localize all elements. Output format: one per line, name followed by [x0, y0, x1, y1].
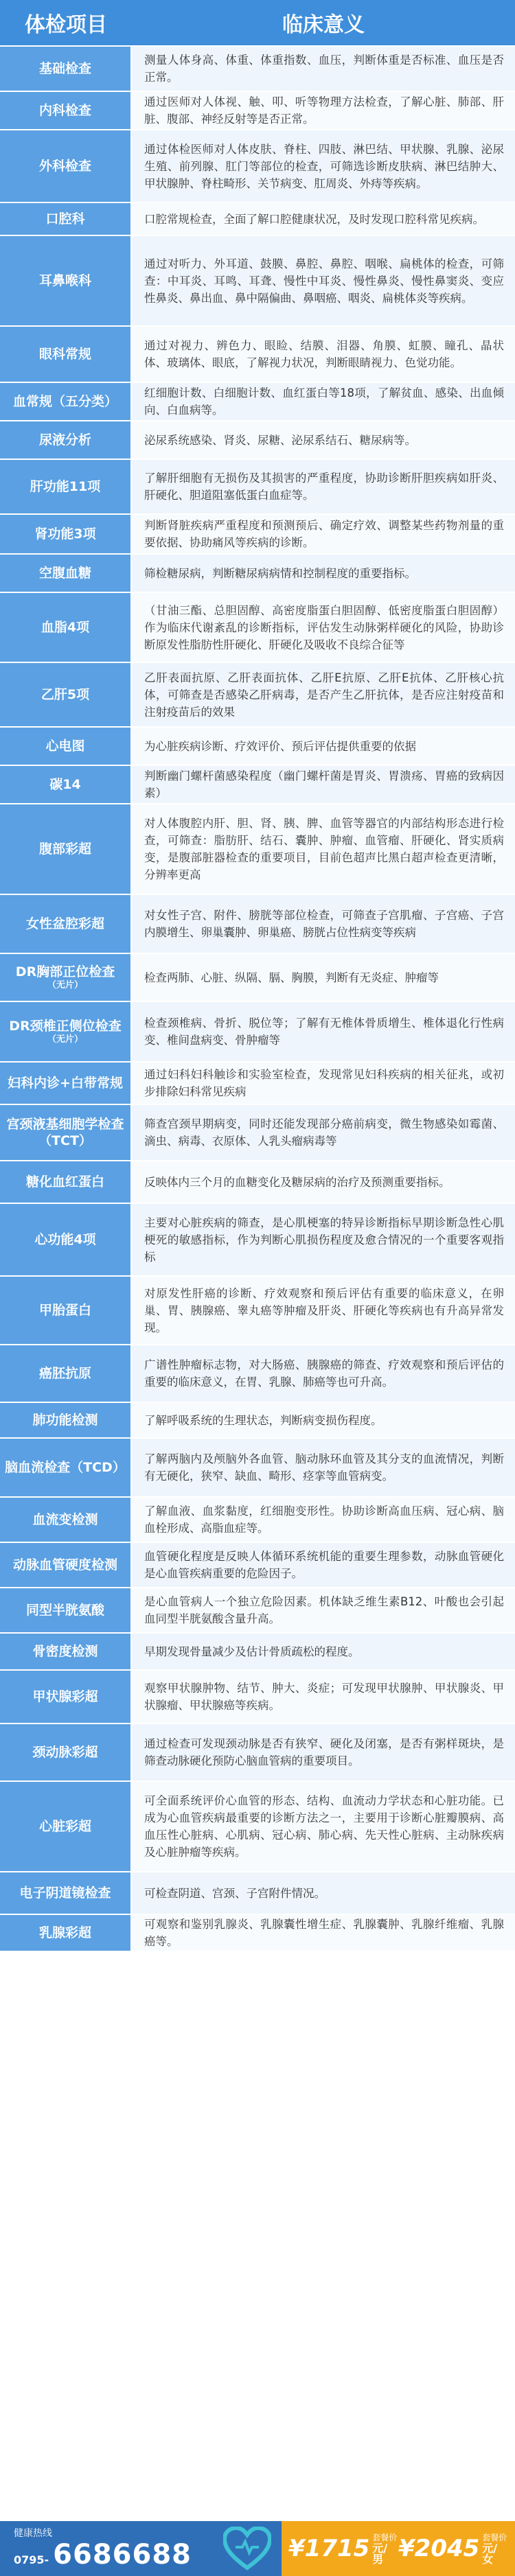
price-female-value: ¥2045	[398, 2535, 480, 2562]
table-row	[0, 1634, 515, 1671]
table-row	[0, 1105, 515, 1161]
table-row	[0, 1671, 515, 1724]
exam-item-meaning: 血管硬化程度是反映人体循环系统机能的重要生理参数，动脉血管硬化是心血管疾病重要的危险因子。	[132, 1543, 515, 1587]
exam-item-name-text: 肾功能3项	[34, 526, 96, 542]
exam-item-name-text: 甲胎蛋白	[38, 1303, 91, 1318]
exam-item-meaning: 可全面系统评价心血管的形态、结构、血流动力学状态和心脏功能。已成为心血管疾病最重要的诊断方法之一，主要用于诊断心脏瓣膜病、高血压性心脏病、心肌病、冠心病、肺心病、先天性心脏病、主动脉疾病及心脏肿瘤等疾病。	[132, 1782, 515, 1871]
table-row	[0, 766, 515, 804]
exam-item-meaning: 了解血液、血浆黏度，红细胞变形性。协助诊断高血压病、冠心病、脑血栓形成、高脂血症等。	[132, 1498, 515, 1542]
exam-item-name	[0, 766, 132, 803]
table-row	[0, 1543, 515, 1588]
price-male	[288, 2532, 398, 2565]
exam-item-name	[0, 1161, 132, 1203]
exam-item-name	[0, 1439, 132, 1496]
exam-item-meaning: 对女性子宫、附件、膀胱等部位检查，可筛查子宫肌瘤、子宫癌、子宫内膜增生、卵巢囊肿、卵巢癌、膀胱占位性病变等疾病	[132, 895, 515, 953]
exam-item-name-text: 糖化血红蛋白	[25, 1174, 104, 1190]
exam-item-meaning: 了解呼吸系统的生理状态，判断病变损伤程度。	[132, 1403, 515, 1437]
exam-item-meaning: 乙肝表面抗原、乙肝表面抗体、乙肝E抗原、乙肝E抗体、乙肝核心抗体，可筛查是否感染乙肝病毒，是否产生乙肝抗体，是否应注射疫苗和注射疫苗后的效果	[132, 663, 515, 726]
table-row	[0, 804, 515, 895]
exam-item-name	[0, 1872, 132, 1914]
exam-item-name	[0, 1498, 132, 1542]
table-row	[0, 460, 515, 515]
exam-item-name-text: 尿液分析	[38, 432, 91, 448]
exam-item-name-text: DR颈椎正侧位检查	[9, 1019, 122, 1034]
exam-item-meaning: 口腔常规检查，全面了解口腔健康状况，及时发现口腔科常见疾病。	[132, 203, 515, 235]
table-row	[0, 1498, 515, 1543]
exam-item-meaning: （甘油三酯、总胆固醇、高密度脂蛋白胆固醇、低密度脂蛋白胆固醇）作为临床代谢紊乱的诊断指标，评估发生动脉粥样硬化的风险，协助诊断原发性脂肪性肝硬化、肝硬化及吸收不良综合征等	[132, 593, 515, 662]
exam-item-name-text: 基础检查	[38, 61, 91, 76]
exam-item-meaning: 检查两肺、心脏、纵隔、膈、胸膜，判断有无炎症、肿瘤等	[132, 954, 515, 1001]
exam-item-name-text: 宫颈液基细胞学检查（TCT）	[6, 1117, 124, 1148]
exam-item-subtitle: （无片）	[47, 1034, 83, 1045]
exam-item-name-text: 脑血流检查（TCD）	[5, 1460, 126, 1475]
table-row	[0, 1872, 515, 1915]
exam-item-name-text: 心功能4项	[34, 1232, 96, 1247]
exam-item-name-text: 动脉血管硬度检测	[12, 1557, 117, 1573]
table-row	[0, 954, 515, 1002]
table-row	[0, 1782, 515, 1872]
table-row	[0, 1724, 515, 1782]
exam-item-name	[0, 130, 132, 202]
exam-item-name	[0, 203, 132, 235]
table-row	[0, 555, 515, 593]
table-row	[0, 1345, 515, 1403]
exam-item-name	[0, 1634, 132, 1669]
table-row	[0, 327, 515, 383]
price-male-value: ¥1715	[288, 2535, 370, 2562]
price-male-unit: 元/男	[372, 2542, 388, 2566]
exam-item-meaning: 早期发现骨量减少及估计骨质疏松的程度。	[132, 1634, 515, 1669]
exam-item-name-text: 癌胚抗原	[38, 1366, 91, 1381]
exam-item-name	[0, 383, 132, 420]
header-item-column: 体检项目	[25, 13, 107, 37]
exam-item-name	[0, 1345, 132, 1402]
table-row	[0, 1277, 515, 1345]
exam-item-meaning: 主要对心脏疾病的筛查，是心肌梗塞的特异诊断指标早期诊断急性心肌梗死的敏感指标，作为判断心肌损伤程度及愈合情况的一个重要客观指标	[132, 1204, 515, 1275]
exam-item-subtitle: （无片）	[47, 980, 83, 990]
exam-item-meaning: 检查颈椎病、骨折、脱位等；了解有无椎体骨质增生、椎体退化行性病变、椎间盘病变、骨肿瘤等	[132, 1002, 515, 1061]
exam-item-name	[0, 1403, 132, 1437]
exam-item-name	[0, 92, 132, 129]
table-row	[0, 1439, 515, 1498]
exam-item-meaning: 反映体内三个月的血糖变化及糖尿病的治疗及预测重要指标。	[132, 1161, 515, 1203]
exam-item-name	[0, 1204, 132, 1275]
price-box	[282, 2521, 515, 2576]
exam-item-name	[0, 1724, 132, 1780]
exam-item-name-text: 甲状腺彩超	[32, 1689, 98, 1704]
table-row	[0, 1161, 515, 1204]
exam-item-meaning: 筛检糖尿病，判断糖尿病病情和控制程度的重要指标。	[132, 555, 515, 592]
exam-item-name-text: 乳腺彩超	[38, 1925, 91, 1940]
table-row	[0, 593, 515, 663]
table-row	[0, 1002, 515, 1063]
exam-item-meaning: 判断肾脏疾病严重程度和预测预后、确定疗效、调整某些药物剂量的重要依据、协助痛风等疾病的诊断。	[132, 515, 515, 553]
exam-item-name	[0, 1588, 132, 1632]
exam-item-meaning: 对人体腹腔内肝、胆、肾、胰、脾、血管等器官的内部结构形态进行检查，可筛查：脂肪肝、结石、囊肿、肿瘤、血管瘤、肝硬化、肾实质病变，是腹部脏器检查的重要项目，目前色超声比黑白超声检查更清晰，分辨率更高	[132, 804, 515, 894]
exam-item-meaning: 通过检查可发现颈动脉是否有狭窄、硬化及闭塞，是否有粥样斑块，是筛查动脉硬化预防心脑血管病的重要项目。	[132, 1724, 515, 1780]
exam-item-name	[0, 1277, 132, 1344]
exam-item-meaning: 是心血管病人一个独立危险因素。机体缺乏维生素B12、叶酸也会引起血同型半胱氨酸含量升高。	[132, 1588, 515, 1632]
exam-item-name-text: 妇科内诊+白带常规	[8, 1076, 123, 1091]
price-female-unit: 元/女	[482, 2542, 498, 2566]
price-female	[398, 2532, 508, 2565]
exam-item-name-text: 乙肝5项	[41, 687, 90, 702]
exam-item-meaning: 了解两脑内及颅脑外各血管、脑动脉环血管及其分支的血流情况，判断有无硬化，狭窄、缺血、畸形、痉挛等血管病变。	[132, 1439, 515, 1496]
exam-item-name	[0, 555, 132, 592]
table-row	[0, 1204, 515, 1277]
exam-item-name	[0, 1543, 132, 1587]
exam-item-name	[0, 515, 132, 553]
exam-item-name	[0, 1063, 132, 1104]
table-row	[0, 383, 515, 421]
exam-item-name	[0, 327, 132, 382]
exam-item-name	[0, 460, 132, 513]
heart-logo-icon	[213, 2527, 282, 2571]
exam-item-meaning: 测量人体身高、体重、体重指数、血压，判断体重是否标准、血压是否正常。	[132, 47, 515, 91]
exam-table	[0, 47, 515, 1952]
table-row	[0, 663, 515, 728]
exam-item-name-text: 外科检查	[38, 159, 91, 174]
exam-item-name-text: 腹部彩超	[38, 842, 91, 857]
table-row	[0, 421, 515, 460]
exam-item-name-text: 女性盆腔彩超	[25, 916, 104, 931]
exam-item-name-text: 血常规（五分类）	[12, 394, 117, 409]
exam-item-name-text: 口腔科	[45, 211, 85, 227]
table-row	[0, 92, 515, 130]
exam-item-name	[0, 593, 132, 662]
exam-item-meaning: 泌尿系统感染、肾炎、尿糖、泌尿系结石、糖尿病等。	[132, 421, 515, 459]
hotline[interactable]	[0, 2527, 213, 2570]
exam-item-name	[0, 1782, 132, 1871]
exam-item-name-text: 心电图	[45, 739, 85, 754]
exam-item-meaning: 通过对听力、外耳道、鼓膜、鼻腔、鼻腔、咽喉、扁桃体的检查，可筛查：中耳炎、耳鸣、耳聋、慢性中耳炎、慢性鼻炎、慢性鼻窦炎、变应性鼻炎、鼻出血、鼻中隔偏曲、鼻咽癌、咽炎、扁桃体炎等疾病。	[132, 236, 515, 325]
exam-item-meaning: 通过妇科妇科触诊和实验室检查，发现常见妇科疾病的相关征兆，或初步排除妇科常见疾病	[132, 1063, 515, 1104]
header-meaning-column: 临床意义	[282, 13, 365, 37]
hotline-number: 6686688	[53, 2539, 192, 2571]
exam-item-meaning: 广谱性肿瘤标志物，对大肠癌、胰腺癌的筛查、疗效观察和预后评估的重要的临床意义，在胃、乳腺、肺癌等也可升高。	[132, 1345, 515, 1402]
exam-item-name-text: 内科检查	[38, 103, 91, 118]
exam-item-name	[0, 804, 132, 894]
exam-item-meaning: 可观察和鉴别乳腺炎、乳腺囊性增生症、乳腺囊肿、乳腺纤维瘤、乳腺癌等。	[132, 1915, 515, 1951]
table-row	[0, 1063, 515, 1105]
table-row	[0, 203, 515, 236]
exam-item-name-text: 颈动脉彩超	[32, 1745, 98, 1760]
footer-bar	[0, 2521, 515, 2576]
table-row	[0, 236, 515, 327]
exam-item-name	[0, 1105, 132, 1160]
exam-item-name-text: 电子阴道镜检查	[19, 1885, 111, 1901]
hotline-label: 健康热线	[14, 2528, 52, 2539]
table-row	[0, 895, 515, 954]
exam-item-name-text: 心脏彩超	[38, 1819, 91, 1834]
price-female-label: 套餐价	[482, 2533, 507, 2542]
exam-item-name	[0, 728, 132, 765]
table-row	[0, 1588, 515, 1634]
table-row	[0, 1403, 515, 1439]
exam-item-meaning: 对原发性肝癌的诊断、疗效观察和预后评估有重要的临床意义，在卵巢、胃、胰腺癌、睾丸癌等肿瘤及肝炎、肝硬化等疾病也有升高异常发现。	[132, 1277, 515, 1344]
exam-item-meaning: 可检查阴道、宫颈、子宫附件情况。	[132, 1872, 515, 1914]
price-male-label: 套餐价	[372, 2533, 398, 2542]
exam-item-meaning: 观察甲状腺肿物、结节、肿大、炎症；可发现甲状腺肿、甲状腺炎、甲状腺瘤、甲状腺癌等疾病。	[132, 1671, 515, 1723]
exam-item-name	[0, 1915, 132, 1951]
hotline-area-code: 0795-	[14, 2553, 49, 2566]
exam-item-name-text: 眼科常规	[38, 347, 91, 362]
exam-item-meaning: 通过对视力、辨色力、眼睑、结膜、泪器、角膜、虹膜、瞳孔、晶状体、玻璃体、眼底，了解视力状况，判断眼睛视力、色觉功能。	[132, 327, 515, 382]
table-row	[0, 47, 515, 92]
table-row	[0, 130, 515, 203]
exam-item-name-text: 骨密度检测	[32, 1644, 98, 1659]
exam-item-name-text: DR胸部正位检查	[15, 964, 115, 979]
exam-item-name-text: 肺功能检测	[32, 1413, 98, 1428]
table-row	[0, 1915, 515, 1952]
table-row	[0, 728, 515, 766]
exam-item-name	[0, 47, 132, 91]
exam-item-name-text: 碳14	[49, 777, 81, 792]
exam-item-meaning: 通过医师对人体视、触、叩、听等物理方法检查，了解心脏、肺部、肝脏、腹部、神经反射等是否正常。	[132, 92, 515, 129]
exam-item-name-text: 血流变检测	[32, 1512, 98, 1527]
exam-item-name	[0, 421, 132, 459]
exam-item-name	[0, 895, 132, 953]
exam-item-meaning: 通过体检医师对人体皮肤、脊柱、四肢、淋巴结、甲状腺、乳腺、泌尿生殖、前列腺、肛门等部位的检查，可筛选诊断皮肤病、淋巴结肿大、甲状腺肿、脊柱畸形、关节病变、肛周炎、外痔等疾病。	[132, 130, 515, 202]
exam-item-name	[0, 1671, 132, 1723]
exam-item-name	[0, 663, 132, 726]
exam-item-name-text: 血脂4项	[41, 620, 90, 635]
exam-item-name-text: 同型半胱氨酸	[25, 1603, 104, 1618]
exam-item-meaning: 为心脏疾病诊断、疗效评价、预后评估提供重要的依据	[132, 728, 515, 765]
exam-item-meaning: 筛查宫颈早期病变，同时还能发现部分癌前病变，微生物感染如霉菌、滴虫、病毒、衣原体、人乳头瘤病毒等	[132, 1105, 515, 1160]
exam-item-name	[0, 1002, 132, 1061]
table-row	[0, 515, 515, 555]
exam-item-meaning: 了解肝细胞有无损伤及其损害的严重程度，协助诊断肝胆疾病如肝炎、肝硬化、胆道阻塞低蛋白血症等。	[132, 460, 515, 513]
exam-item-name	[0, 954, 132, 1001]
exam-item-name-text: 肝功能11项	[30, 479, 101, 494]
exam-item-name	[0, 236, 132, 325]
exam-item-meaning: 判断幽门螺杆菌感染程度（幽门螺杆菌是胃炎、胃溃疡、胃癌的致病因素）	[132, 766, 515, 803]
exam-item-name-text: 耳鼻喉科	[38, 273, 91, 288]
exam-item-name-text: 空腹血糖	[38, 566, 91, 581]
exam-item-meaning: 红细胞计数、白细胞计数、血红蛋白等18项，了解贫血、感染、出血倾向、白血病等。	[132, 383, 515, 420]
table-header	[0, 0, 515, 47]
